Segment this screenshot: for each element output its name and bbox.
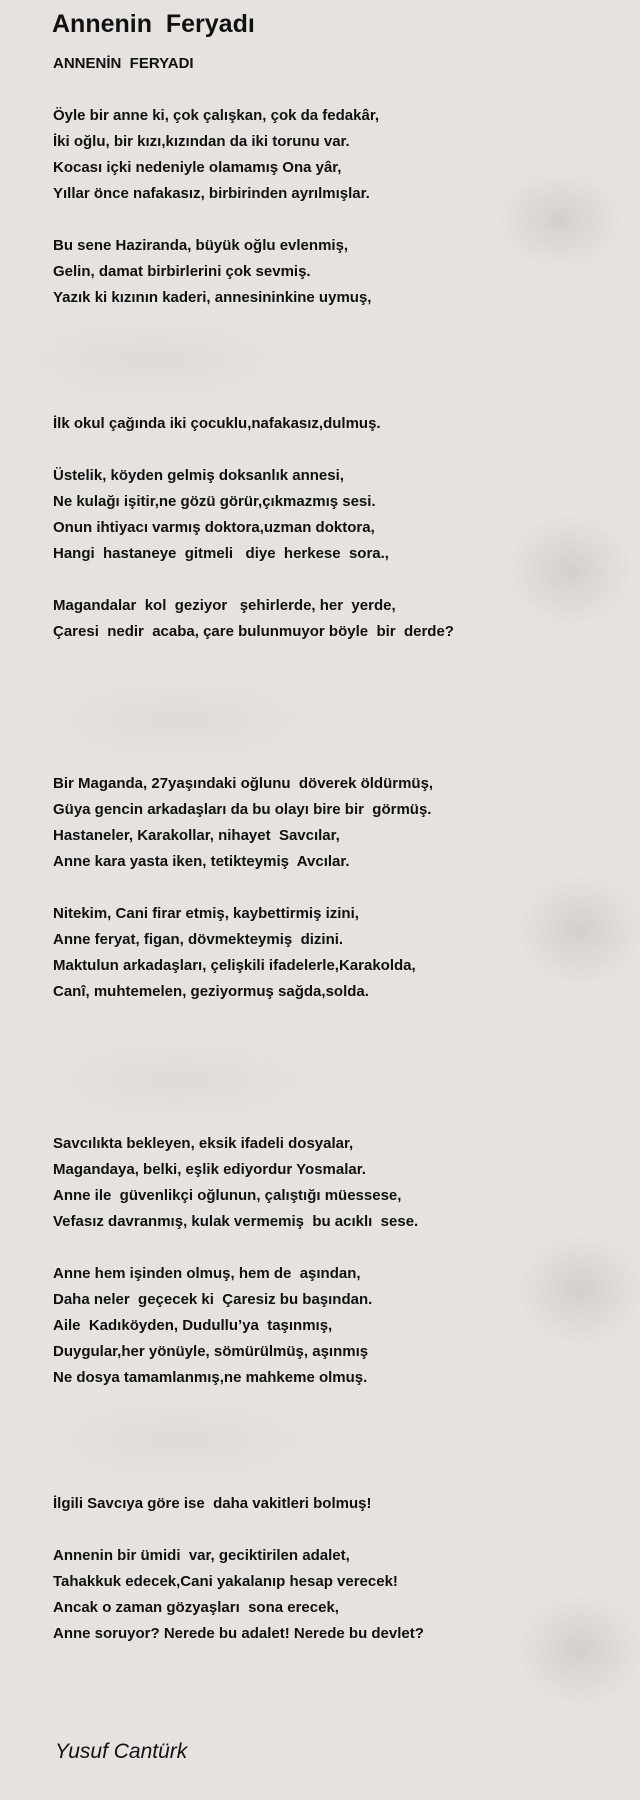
poem-line: Çaresi nedir acaba, çare bulunmuyor böyle bir derde? <box>53 623 454 640</box>
poem-subtitle: ANNENİN FERYADI <box>53 55 194 72</box>
poem-line: Üstelik, köyden gelmiş doksanlık annesi, <box>53 467 344 484</box>
poem-line: Savcılıkta bekleyen, eksik ifadeli dosyalar, <box>53 1135 354 1152</box>
poem-line: Duygular,her yönüyle, sömürülmüş, aşınmış <box>53 1343 369 1360</box>
poem-line: Annenin bir ümidi var, geciktirilen adalet, <box>53 1547 350 1564</box>
poem-line: Canî, muhtemelen, geziyormuş sağda,solda. <box>53 983 369 1000</box>
poem-line: Anne soruyor? Nerede bu adalet! Nerede bu devlet? <box>53 1625 424 1642</box>
poem-line: Yazık ki kızının kaderi, annesininkine uymuş, <box>53 289 372 306</box>
poem-line: Güya gencin arkadaşları da bu olayı bire bir görmüş. <box>53 801 432 818</box>
poem-line: Anne kara yasta iken, tetikteymiş Avcılar. <box>53 853 350 870</box>
poem-line: Öyle bir anne ki, çok çalışkan, çok da fedakâr, <box>53 107 379 124</box>
poem-line: İlk okul çağında iki çocuklu,nafakasız,dulmuş. <box>53 415 381 432</box>
poem-line: Hastaneler, Karakollar, nihayet Savcılar, <box>53 827 340 844</box>
poem-line: Vefasız davranmış, kulak vermemiş bu acıklı sese. <box>53 1213 419 1230</box>
poem-line: Daha neler geçecek ki Çaresiz bu başından. <box>53 1291 373 1308</box>
poem-line: Anne feryat, figan, dövmekteymiş dizini. <box>53 931 344 948</box>
poem-line: İlgili Savcıya göre ise daha vakitleri bolmuş! <box>53 1495 372 1512</box>
poem-line: Bir Maganda, 27yaşındaki oğlunu döverek öldürmüş, <box>53 775 434 792</box>
poem-title: Annenin Feryadı <box>52 10 255 38</box>
poem-line: Maktulun arkadaşları, çelişkili ifadelerle,Karakolda, <box>53 957 416 974</box>
poem-line: Aile Kadıköyden, Dudullu’ya taşınmış, <box>53 1317 333 1334</box>
poem-line: Bu sene Haziranda, büyük oğlu evlenmiş, <box>53 237 349 254</box>
poem-line: Hangi hastaneye gitmeli diye herkese sora., <box>53 545 389 562</box>
poem-line: Magandalar kol geziyor şehirlerde, her yerde, <box>53 597 396 614</box>
poem-line: Ne kulağı işitir,ne gözü görür,çıkmazmış sesi. <box>53 493 376 510</box>
poem-line: Tahakkuk edecek,Cani yakalanıp hesap verecek! <box>53 1573 398 1590</box>
poem-line: Anne hem işinden olmuş, hem de aşından, <box>53 1265 361 1282</box>
poem-line: Nitekim, Cani firar etmiş, kaybettirmiş izini, <box>53 905 359 922</box>
poem-line: Ne dosya tamamlanmış,ne mahkeme olmuş. <box>53 1369 368 1386</box>
poem-line: Kocası içki nedeniyle olamamış Ona yâr, <box>53 159 342 176</box>
poem-line: İki oğlu, bir kızı,kızından da iki torunu var. <box>53 133 350 150</box>
poem-line: Yıllar önce nafakasız, birbirinden ayrılmışlar. <box>53 185 370 202</box>
poem-line: Magandaya, belki, eşlik ediyordur Yosmalar. <box>53 1161 366 1178</box>
poem-line: Anne ile güvenlikçi oğlunun, çalıştığı müessese, <box>53 1187 402 1204</box>
poem-line: Gelin, damat birbirlerini çok sevmiş. <box>53 263 311 280</box>
poem-line: Ancak o zaman gözyaşları sona erecek, <box>53 1599 339 1616</box>
poem-author: Yusuf Cantürk <box>55 1740 188 1763</box>
poem-line: Onun ihtiyacı varmış doktora,uzman doktora, <box>53 519 375 536</box>
